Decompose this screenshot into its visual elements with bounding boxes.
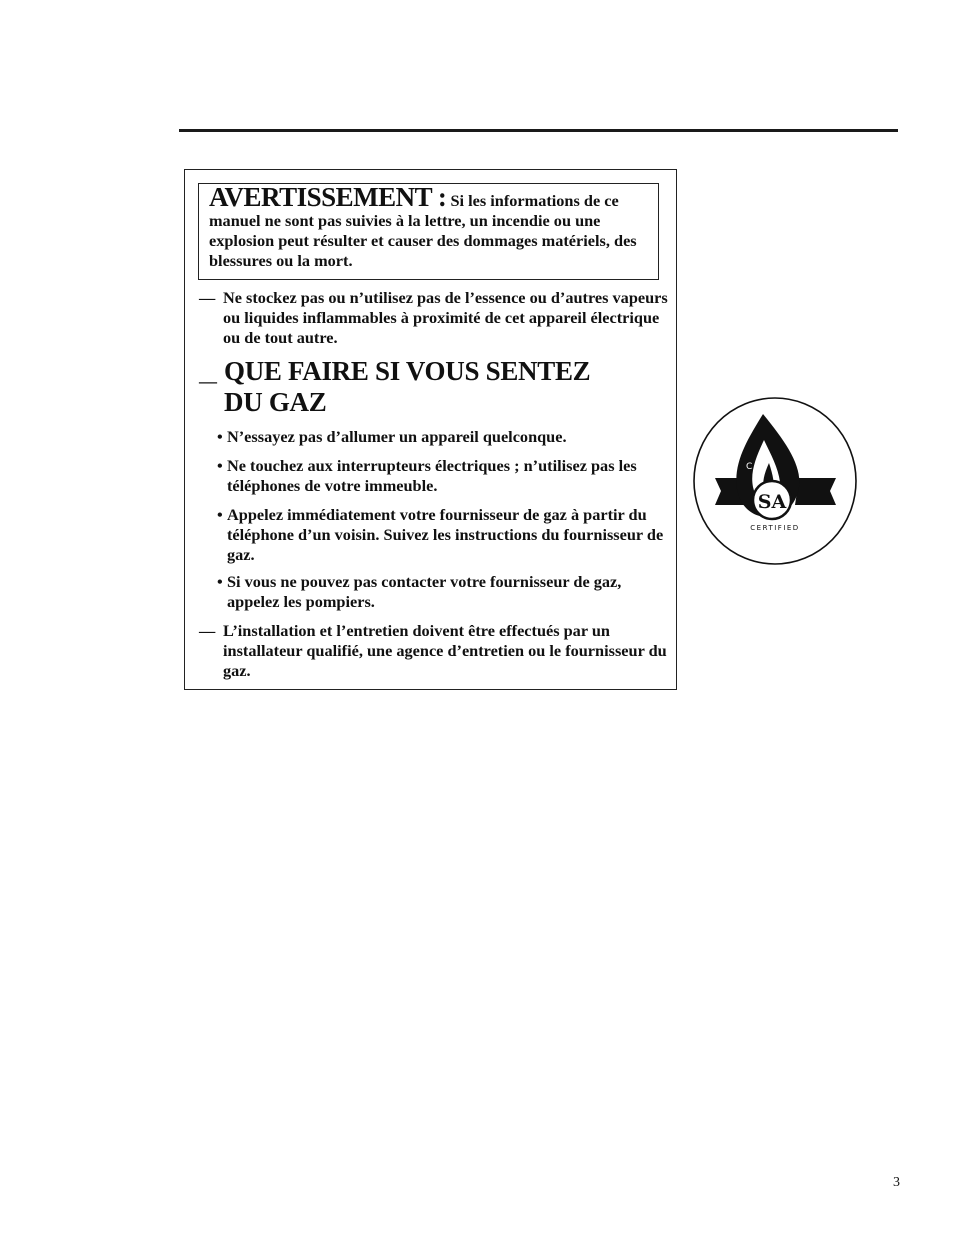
bullet-item bbox=[217, 427, 669, 447]
warning-intro-first-line: Si les informations de bbox=[450, 191, 601, 210]
bullet-icon: • bbox=[217, 456, 223, 475]
bullet-item bbox=[217, 456, 669, 496]
dash-marker: — bbox=[199, 288, 216, 307]
warning-box bbox=[184, 169, 677, 690]
bullet-icon: • bbox=[217, 505, 223, 524]
page-number: 3 bbox=[893, 1175, 900, 1190]
header-rule bbox=[179, 129, 898, 132]
warning-intro-box bbox=[198, 183, 659, 280]
dash-marker: — bbox=[199, 371, 217, 391]
bullet-text: Ne touchez aux interrupteurs électriques ; n’utilisez pas les téléphones de votre immeuble. bbox=[227, 456, 637, 495]
warning-item-installation bbox=[199, 621, 669, 681]
warning-item-flammables bbox=[199, 288, 669, 348]
gas-smell-heading bbox=[199, 356, 639, 418]
dash-marker: — bbox=[199, 621, 216, 640]
warning-intro bbox=[209, 182, 650, 271]
bullet-text: Appelez immédiatement votre fournisseur de gaz à partir du téléphone d’un voisin. Suivez les instructions du fournisseur de gaz. bbox=[227, 505, 664, 564]
svg-text:SA: SA bbox=[757, 491, 787, 513]
bullet-item bbox=[217, 572, 669, 612]
svg-text:C: C bbox=[746, 462, 753, 472]
bullet-item bbox=[217, 505, 669, 565]
csa-flame-logo-icon bbox=[693, 397, 857, 565]
gas-smell-heading-line2: DU GAZ bbox=[224, 387, 327, 417]
bullet-text: N’essayez pas d’allumer un appareil quelconque. bbox=[227, 427, 567, 446]
warning-label: AVERTISSEMENT : bbox=[209, 182, 447, 212]
bullet-icon: • bbox=[217, 427, 223, 446]
warning-item-text: L’installation et l’entretien doivent être effectués par un installateur qualifié, une agence d’entretien ou le fournisseur du gaz. bbox=[223, 621, 667, 680]
warning-intro-rest: ce manuel ne sont pas suivies à la lettre, un incendie ou une explosion peut résulter et causer des dommages matériels, des blessures ou la mort. bbox=[209, 191, 637, 270]
csa-certified-seal bbox=[693, 397, 857, 565]
bullet-icon: • bbox=[217, 572, 223, 591]
bullet-text: Si vous ne pouvez pas contacter votre fournisseur de gaz, appelez les pompiers. bbox=[227, 572, 622, 611]
certified-caption: CERTIFIED bbox=[750, 524, 800, 532]
warning-item-text: Ne stockez pas ou n’utilisez pas de l’essence ou d’autres vapeurs ou liquides inflammables à proximité de cet appareil électrique ou de tout autre. bbox=[223, 288, 668, 347]
gas-smell-heading-line1: QUE FAIRE SI VOUS SENTEZ bbox=[224, 356, 591, 386]
